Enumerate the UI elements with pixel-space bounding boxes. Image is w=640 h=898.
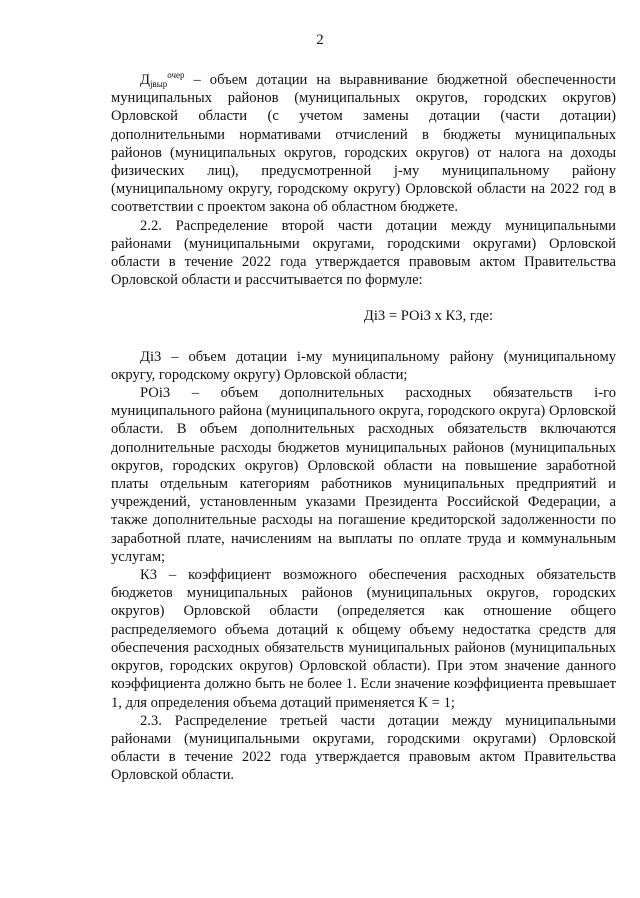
page-number: 2 [316, 32, 324, 48]
paragraph-k3-definition: К3 – коэффициент возможного обеспечения расходных обязательств бюджетов муниципальных районов (муниципальных округов, городских округов) Орловской области (определяется как отношение общего распределяемого объема дотаций к общему объему недостатка средств для обеспечения расходных обязательств муниципальных районов (муниципальных округов, городских округов) Орловской области). При этом значение данного коэффициента должно быть не более 1. Если значение коэффициента превышает 1, для определения объема дотаций применяется К = 1; [111, 567, 616, 711]
dotation-definition-text: – объем дотации на выравнивание бюджетной обеспеченности муниципальных районов (муниципальных округов, городских округов) Орловской области (с учетом замены дотации (части дотации) дополнительными нормативами отчислений в бюджеты муниципальных районов (муниципальных округов, городских округов) от налога на доходы физических лиц), предусмотренной j-му муниципальному району (муниципальному округу, городскому округу) Орловской области на 2022 год в соответствии с проектом закона об областном бюджете. [111, 72, 616, 216]
paragraph-2-2: 2.2. Распределение второй части дотации между муниципальными районами (муниципальными округами, городскими округами) Орловской области в течение 2022 года утверждается правовым актом Правительства Орловской области и рассчитывается по формуле: [111, 217, 616, 289]
paragraph-roi3-definition: РОi3 – объем дополнительных расходных обязательств i-го муниципального района (муниципального округа, городского округа) Орловской области. В объем дополнительных расходных обязательств включаются дополнительные расходы бюджетов муниципальных районов (муниципальных округов, городских округов) Орловской области на повышение заработной платы отдельным категориям работников муниципальных предприятий и учреждений, установленным указами Президента Российской Федерации, а также дополнительные расходы на погашение кредиторской задолженности по заработной плате, начислениям на выплаты по оплате труда и коммунальным услугам; [111, 385, 616, 565]
formula: Дi3 = РОi3 х К3, где: [363, 308, 494, 325]
paragraph-2-3: 2.3. Распределение третьей части дотации между муниципальными районами (муниципальными округами, городскими округами) Орловской области в течение 2022 года утверждается правовым актом Правительства Орловской области. [111, 712, 616, 784]
paragraph-dotation-definition [111, 71, 616, 217]
dotation-symbol: $Д_{jвыр}^{очер}$ [140, 70, 185, 89]
paragraph-di3-definition: Дi3 – объем дотации i-му муниципальному району (муниципальному округу, городскому округу) Орловской области; [111, 348, 616, 383]
document-body [111, 71, 616, 785]
